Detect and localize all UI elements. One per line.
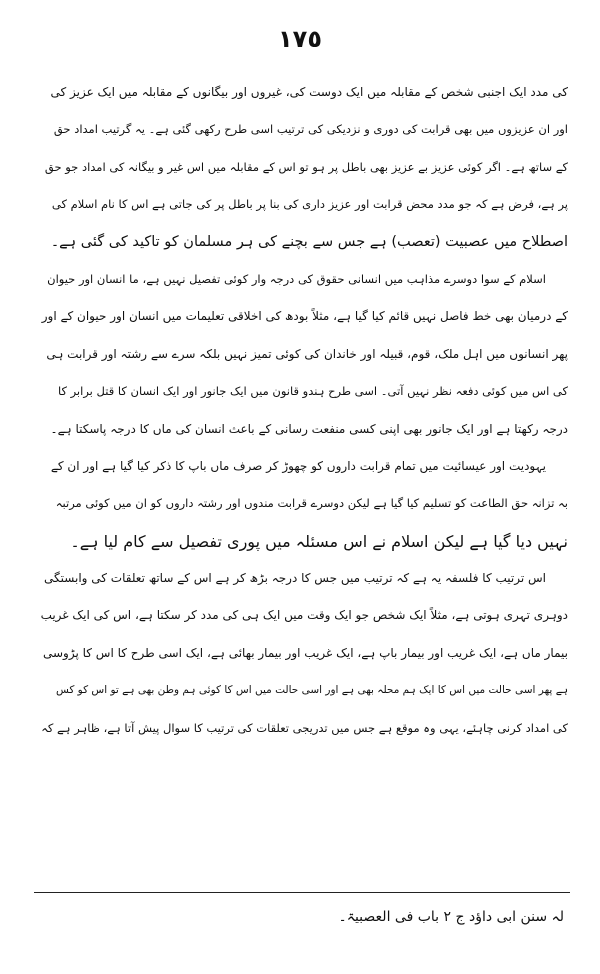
text-line: اسلام کے سوا دوسرے مذاہب میں انسانی حقوق کی درجہ وار کوئی تفصیل نہیں ہے، ما انسان اور حیوان: [47, 271, 546, 286]
paragraph: [38, 560, 568, 747]
paragraph: [38, 261, 568, 448]
text-line: کی مدد ایک اجنبی شخص کے مقابلہ میں ایک دوست کی، غیروں اور بیگانوں کے مقابلہ میں ایک عزیز کی: [50, 85, 568, 99]
text-line: کی امداد کرنی چاہئے، یہی وہ موقع ہے جس میں تدریجی تعلقات کی ترتیب کا سوال پیش آتا ہے، ظاہر ہے کہ: [41, 720, 568, 735]
body-text: [38, 74, 568, 747]
text-line: اس ترتیب کا فلسفہ یہ ہے کہ ترتیب میں جس کا درجہ بڑھ کر ہے اس کے ساتھ تعلقات کی وابستگی: [44, 571, 546, 586]
text-line: بہ تزانہ حق الطاعت کو تسلیم کیا گیا ہے لیکن دوسرے قرابت مندوں اور رشتہ داروں کو ان میں کوئی مرتبہ: [55, 496, 568, 511]
text-line: کے ساتھ ہے۔ اگر کوئی عزیز بے عزیز بھی باطل پر ہو تو اس کے مقابلہ میں اس غیر و بیگانہ کی امداد جو حق: [44, 159, 568, 174]
paragraph: [38, 74, 568, 261]
text-line: کی اس میں کوئی دفعہ نظر نہیں آتی۔ اسی طرح ہندو قانون میں ایک جانور اور ایک انسان کا قتل برابر کا: [57, 384, 568, 399]
page-number: ١٧٥: [278, 25, 322, 53]
text-line: ہے پھر اسی حالت میں اس کا ایک ہم محلہ بھی ہے اور اسی حالت میں اس کا کوئی ہم وطن بھی ہے تو اس کو کس: [55, 684, 568, 697]
text-line: بیمار ماں ہے، ایک غریب اور بیمار باپ ہے، ایک غریب اور بیمار بھائی ہے، ایک اسی طرح کا اس کا پڑوسی: [43, 645, 568, 660]
text-line: دوہری تہری ہوتی ہے، مثلاً ایک شخص جو ایک وقت میں ایک ہی کی مدد کر سکتا ہے، اس کی ایک غریب: [40, 608, 568, 623]
text-line: یہودیت اور عیسائیت میں تمام قرابت داروں کو چھوڑ کر صرف ماں باپ کا ذکر کیا گیا ہے اور ان کے: [50, 458, 546, 473]
footnote-divider: [34, 892, 570, 893]
text-line: اصطلاح میں عصبیت (تعصب) ہے جس سے بچنے کی ہر مسلمان کو تاکید کی گئی ہے۔: [50, 233, 568, 250]
text-line: نہیں دیا گیا ہے لیکن اسلام نے اس مسئلہ میں پوری تفصیل سے کام لیا ہے۔: [70, 531, 568, 551]
footnote: لہ سنن ابی داؤد ج ۲ باب فی العصبیۃ۔: [338, 909, 564, 925]
text-line: پھر انسانوں میں اہل ملک، قوم، قبیلہ اور خاندان کی کوئی تمیز نہیں بلکہ سرے سے رشتہ اور قرابت ہی: [46, 346, 568, 361]
text-line: پر ہے، فرض ہے کہ جو مدد محض قرابت اور عزیز داری کی بنا پر باطل پر کی جاتی ہے اس کا نام اسلام کی: [51, 197, 568, 212]
text-line: اور ان عزیزوں میں بھی قرابت کی دوری و نزدیکی کی ترتیب اسی طرح رکھی گئی ہے۔ یہ گرتیب امداد حق: [53, 122, 568, 137]
paragraph: [38, 448, 568, 560]
text-line: درجہ رکھتا ہے اور ایک جانور بھی اپنی کسی منفعت رسانی کے باعث انسان کی ماں کا درجہ پاسکتا ہے۔: [50, 421, 568, 436]
text-line: کے درمیان بھی خط فاصل نہیں قائم کیا گیا ہے، مثلاً بودھ کی اخلاقی تعلیمات میں انسان اور حیوان کے اور: [41, 309, 568, 324]
